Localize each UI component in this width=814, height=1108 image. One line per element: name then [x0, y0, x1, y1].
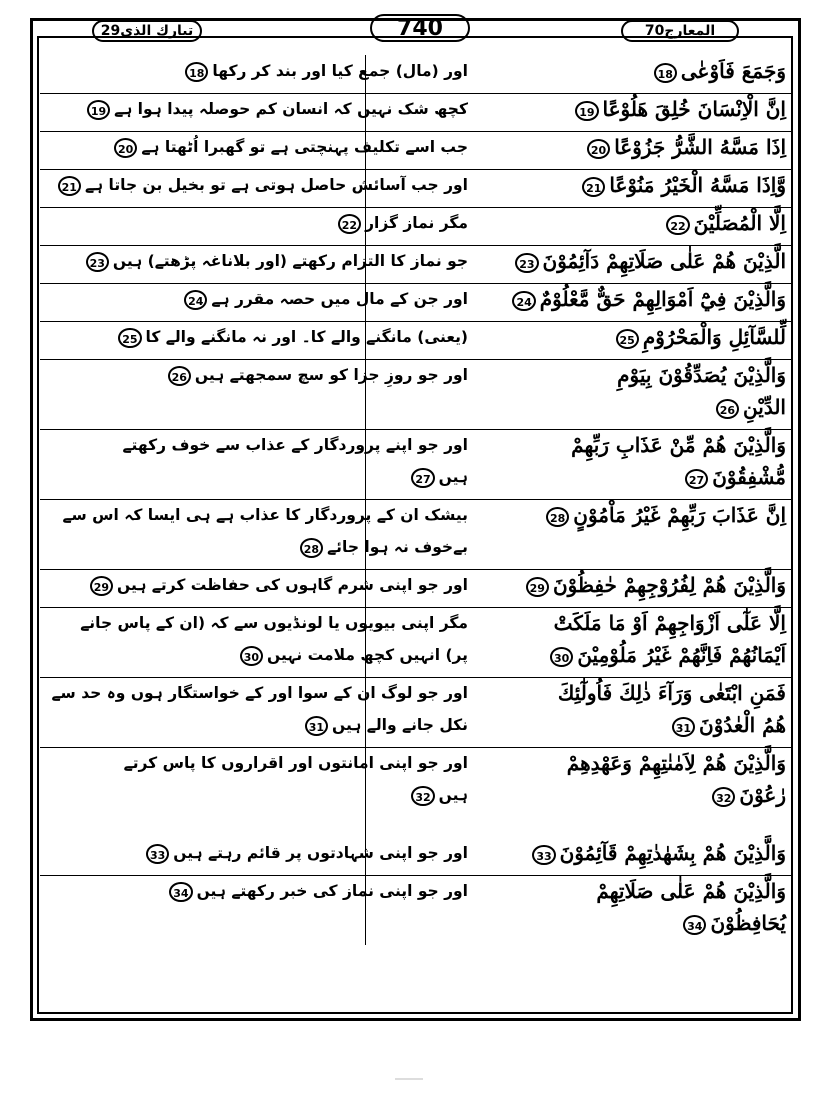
- arabic-text: الدِّيْنِ: [743, 395, 786, 419]
- ayah-number-marker: 21: [582, 177, 605, 197]
- ayah-number-marker: 27: [685, 469, 708, 489]
- arabic-verse: [486, 283, 786, 315]
- arabic-line: [486, 779, 786, 811]
- arabic-line: [486, 607, 786, 639]
- urdu-line: [88, 283, 468, 315]
- arabic-line: [486, 875, 786, 907]
- urdu-line: [88, 131, 468, 163]
- arabic-line: [486, 639, 786, 671]
- urdu-translation: [88, 321, 468, 353]
- urdu-line: [88, 639, 468, 671]
- arabic-verse: [486, 131, 786, 163]
- urdu-translation: [51, 677, 468, 741]
- ayah-number-marker: 19: [575, 101, 598, 121]
- verse-row: [40, 607, 792, 677]
- arabic-line: [486, 677, 786, 709]
- arabic-text: يُحَافِظُوْنَ: [710, 911, 786, 935]
- arabic-text: اِلَّا عَلٰٓى اَزْوَاجِهِمْ اَوْ مَا مَلَكَتْ: [553, 611, 786, 635]
- ayah-number-marker: 24: [512, 291, 535, 311]
- translation-number-marker: 30: [240, 646, 263, 666]
- translation-number-marker: 27: [411, 468, 434, 488]
- urdu-line: [62, 499, 468, 531]
- verse-row: [40, 55, 792, 93]
- urdu-translation: [88, 429, 468, 493]
- urdu-translation: [61, 169, 468, 201]
- arabic-line: [486, 131, 786, 163]
- urdu-translation: [88, 747, 468, 811]
- urdu-text: ہیں: [438, 786, 468, 804]
- urdu-line: [88, 569, 468, 601]
- urdu-text: بیشک ان کے پروردگار کا عذاب ہے ہی ایسا کہ اس سے: [62, 506, 468, 524]
- page-number: 740: [370, 14, 470, 42]
- arabic-verse: [486, 607, 786, 671]
- verse-row: [40, 569, 792, 607]
- urdu-text: کچھ شک نہیں کہ انسان کم حوصلہ پیدا ہوا ہے: [114, 100, 468, 118]
- urdu-line: [88, 245, 468, 277]
- arabic-text: وَالَّذِيْنَ يُصَدِّقُوْنَ بِيَوْمِ: [617, 363, 786, 387]
- verse-row: [40, 359, 792, 429]
- translation-number-marker: 20: [114, 138, 137, 158]
- urdu-text: جب اسے تکلیف پہنچتی ہے تو گھبرا اُٹھتا ہے: [141, 138, 468, 156]
- scan-mark: [395, 1078, 423, 1080]
- urdu-translation: [88, 245, 468, 277]
- arabic-text: لِّلسَّآئِلِ وَالْمَحْرُوْمِ: [642, 325, 786, 349]
- urdu-text: اور جو لوگ ان کے سوا اور کے خواستگار ہوں وہ حد سے: [51, 684, 468, 702]
- urdu-line: [61, 169, 468, 201]
- translation-number-marker: 25: [118, 328, 141, 348]
- urdu-translation: [88, 207, 468, 239]
- translation-number-marker: 21: [58, 176, 81, 196]
- arabic-text: الَّذِيْنَ هُمْ عَلٰى صَلَاتِهِمْ دَآئِمُوْنَ: [542, 249, 786, 273]
- urdu-translation: [88, 359, 468, 391]
- urdu-line: [88, 429, 468, 461]
- arabic-line: [486, 55, 786, 87]
- urdu-line: [88, 747, 468, 779]
- urdu-line: [51, 677, 468, 709]
- ayah-number-marker: 29: [526, 577, 549, 597]
- arabic-text: رٰعُوْنَ: [739, 783, 786, 807]
- urdu-text: نکل جانے والے ہیں: [332, 716, 468, 734]
- urdu-text: اور جو اپنے پروردگار کے عذاب سے خوف رکھتے: [122, 436, 468, 454]
- verse-row: [40, 499, 792, 569]
- arabic-line: [486, 837, 786, 869]
- arabic-text: وَالَّذِيْنَ هُمْ عَلٰى صَلَاتِهِمْ: [596, 879, 786, 903]
- arabic-text: مُّشْفِقُوْنَ: [712, 465, 786, 489]
- urdu-line: [88, 93, 468, 125]
- translation-number-marker: 33: [146, 844, 169, 864]
- translation-number-marker: 28: [300, 538, 323, 558]
- urdu-text: (یعنی) مانگنے والے کا۔ اور نہ مانگنے والے کا: [145, 328, 468, 346]
- translation-number-marker: 23: [86, 252, 109, 272]
- urdu-text: اور (مال) جمع کیا اور بند کر رکھا: [212, 62, 468, 80]
- arabic-text: اِلَّا الْمُصَلِّيْنَ: [693, 211, 786, 235]
- urdu-translation: [88, 569, 468, 601]
- arabic-text: اِذَا مَسَّهُ الشَّرُّ جَزُوْعًا: [614, 135, 786, 159]
- arabic-verse: [486, 837, 786, 869]
- urdu-text: اور جب آسائش حاصل ہوتی ہے تو بخیل بن جاتا ہے: [84, 176, 468, 194]
- arabic-line: [486, 93, 786, 125]
- urdu-translation: [88, 131, 468, 163]
- urdu-text: پر) انہیں کچھ ملامت نہیں: [267, 646, 468, 664]
- arabic-verse: [486, 207, 786, 239]
- ayah-number-marker: 20: [587, 139, 610, 159]
- urdu-line: [88, 837, 468, 869]
- arabic-text: وَالَّذِيْنَ هُمْ مِّنْ عَذَابِ رَبِّهِمْ: [571, 433, 786, 457]
- urdu-translation: [88, 875, 468, 907]
- arabic-text: اِنَّ عَذَابَ رَبِّهِمْ غَيْرُ مَاْمُوْنٍ: [573, 503, 786, 527]
- verse-row: [40, 429, 792, 499]
- urdu-translation: [88, 55, 468, 87]
- urdu-line: [88, 55, 468, 87]
- arabic-verse: [486, 245, 786, 277]
- ayah-number-marker: 32: [712, 787, 735, 807]
- urdu-text: مگر اپنی بیویوں یا لونڈیوں سے کہ (ان کے پاس جانے: [80, 614, 468, 632]
- translation-number-marker: 34: [169, 882, 192, 902]
- arabic-line: [486, 245, 786, 277]
- verse-row: [40, 747, 792, 817]
- urdu-text: اور جو اپنی شرم گاہوں کی حفاظت کرتے ہیں: [117, 576, 468, 594]
- urdu-text: اور جو اپنی شہادتوں پر قائم رہتے ہیں: [173, 844, 468, 862]
- ayah-number-marker: 25: [616, 329, 639, 349]
- arabic-line: [486, 907, 786, 939]
- arabic-line: [486, 499, 786, 531]
- translation-number-marker: 26: [168, 366, 191, 386]
- ayah-number-marker: 30: [550, 647, 573, 667]
- verse-row: [40, 321, 792, 359]
- arabic-text: وَجَمَعَ فَاَوْعٰی: [680, 59, 786, 83]
- arabic-verse: [486, 55, 786, 87]
- ayah-number-marker: 34: [683, 915, 706, 935]
- verse-row: [40, 245, 792, 283]
- arabic-text: فَمَنِ ابْتَغٰى وَرَآءَ ذٰلِكَ فَاُولٰٓئِكَ: [557, 681, 786, 705]
- urdu-text: اور جو اپنی امانتوں اور اقراروں کا پاس کرتے: [123, 754, 468, 772]
- verse-row: [40, 875, 792, 945]
- translation-number-marker: 29: [90, 576, 113, 596]
- urdu-translation: [88, 93, 468, 125]
- urdu-line: [88, 359, 468, 391]
- juz-label: تبارك الذی29: [92, 20, 202, 42]
- arabic-text: وَالَّذِيْنَ فِيْٓ اَمْوَالِهِمْ حَقٌّ مَّعْلُوْمٌ: [539, 287, 786, 311]
- arabic-line: [486, 391, 786, 423]
- arabic-line: [486, 283, 786, 315]
- arabic-text: هُمُ الْعٰدُوْنَ: [699, 713, 786, 737]
- surah-label: المعارج70: [621, 20, 739, 42]
- urdu-line: [88, 321, 468, 353]
- arabic-line: [486, 321, 786, 353]
- verse-row: [40, 207, 792, 245]
- arabic-verse: [486, 499, 786, 531]
- ayah-number-marker: 31: [672, 717, 695, 737]
- translation-number-marker: 18: [185, 62, 208, 82]
- urdu-text: بےخوف نہ ہوا جائے: [327, 538, 468, 556]
- verse-row: [40, 837, 792, 875]
- translation-number-marker: 19: [87, 100, 110, 120]
- arabic-text: وَّاِذَا مَسَّهُ الْخَيْرُ مَنُوْعًا: [609, 173, 786, 197]
- arabic-line: [486, 461, 786, 493]
- arabic-text: اَيْمَانُهُمْ فَاِنَّهُمْ غَيْرُ مَلُوْمِيْنَ: [577, 643, 786, 667]
- verse-row: [40, 283, 792, 321]
- ayah-number-marker: 33: [532, 845, 555, 865]
- urdu-line: [88, 207, 468, 239]
- ayah-number-marker: 22: [666, 215, 689, 235]
- urdu-line: [88, 709, 468, 741]
- arabic-line: [486, 207, 786, 239]
- arabic-line: [486, 569, 786, 601]
- arabic-verse: [486, 169, 786, 201]
- translation-number-marker: 32: [411, 786, 434, 806]
- translation-number-marker: 31: [305, 716, 328, 736]
- ayah-number-marker: 26: [716, 399, 739, 419]
- verse-row: [40, 169, 792, 207]
- urdu-translation: [80, 607, 468, 671]
- translation-number-marker: 22: [338, 214, 361, 234]
- urdu-text: ہیں: [438, 468, 468, 486]
- arabic-text: اِنَّ الْاِنْسَانَ خُلِقَ هَلُوْعًا: [602, 97, 786, 121]
- arabic-verse: [486, 747, 786, 811]
- arabic-text: وَالَّذِيْنَ هُمْ لِاَمٰنٰتِهِمْ وَعَهْدِهِمْ: [566, 751, 786, 775]
- ayah-number-marker: 28: [546, 507, 569, 527]
- arabic-verse: [486, 569, 786, 601]
- translation-number-marker: 24: [184, 290, 207, 310]
- arabic-verse: [486, 875, 786, 939]
- verse-row: [40, 93, 792, 131]
- verse-row: [40, 677, 792, 747]
- urdu-line: [88, 875, 468, 907]
- urdu-translation: [88, 837, 468, 869]
- arabic-verse: [486, 677, 786, 741]
- urdu-line: [88, 461, 468, 493]
- arabic-text: وَالَّذِيْنَ هُمْ لِفُرُوْجِهِمْ حٰفِظُوْنَ: [552, 573, 786, 597]
- arabic-verse: [486, 93, 786, 125]
- ayah-number-marker: 18: [654, 63, 677, 83]
- arabic-text: وَالَّذِيْنَ هُمْ بِشَهٰدٰتِهِمْ قَآئِمُوْنَ: [559, 841, 786, 865]
- arabic-line: [486, 747, 786, 779]
- urdu-line: [80, 607, 468, 639]
- urdu-translation: [88, 283, 468, 315]
- urdu-text: مگر نماز گزار: [365, 214, 468, 232]
- arabic-line: [486, 429, 786, 461]
- urdu-text: جو نماز کا التزام رکھتے (اور بلاناغہ پڑھتے) ہیں: [112, 252, 468, 270]
- arabic-verse: [486, 321, 786, 353]
- arabic-line: [486, 709, 786, 741]
- arabic-verse: [486, 359, 786, 423]
- arabic-line: [486, 169, 786, 201]
- ayah-number-marker: 23: [515, 253, 538, 273]
- verse-row: [40, 131, 792, 169]
- arabic-verse: [486, 429, 786, 493]
- urdu-line: [88, 779, 468, 811]
- urdu-text: اور جن کے مال میں حصہ مقرر ہے: [211, 290, 468, 308]
- urdu-translation: [62, 499, 468, 563]
- urdu-text: اور جو روزِ جزا کو سچ سمجھتے ہیں: [194, 366, 468, 384]
- urdu-text: اور جو اپنی نماز کی خبر رکھتے ہیں: [196, 882, 468, 900]
- arabic-line: [486, 359, 786, 391]
- urdu-line: [88, 531, 468, 563]
